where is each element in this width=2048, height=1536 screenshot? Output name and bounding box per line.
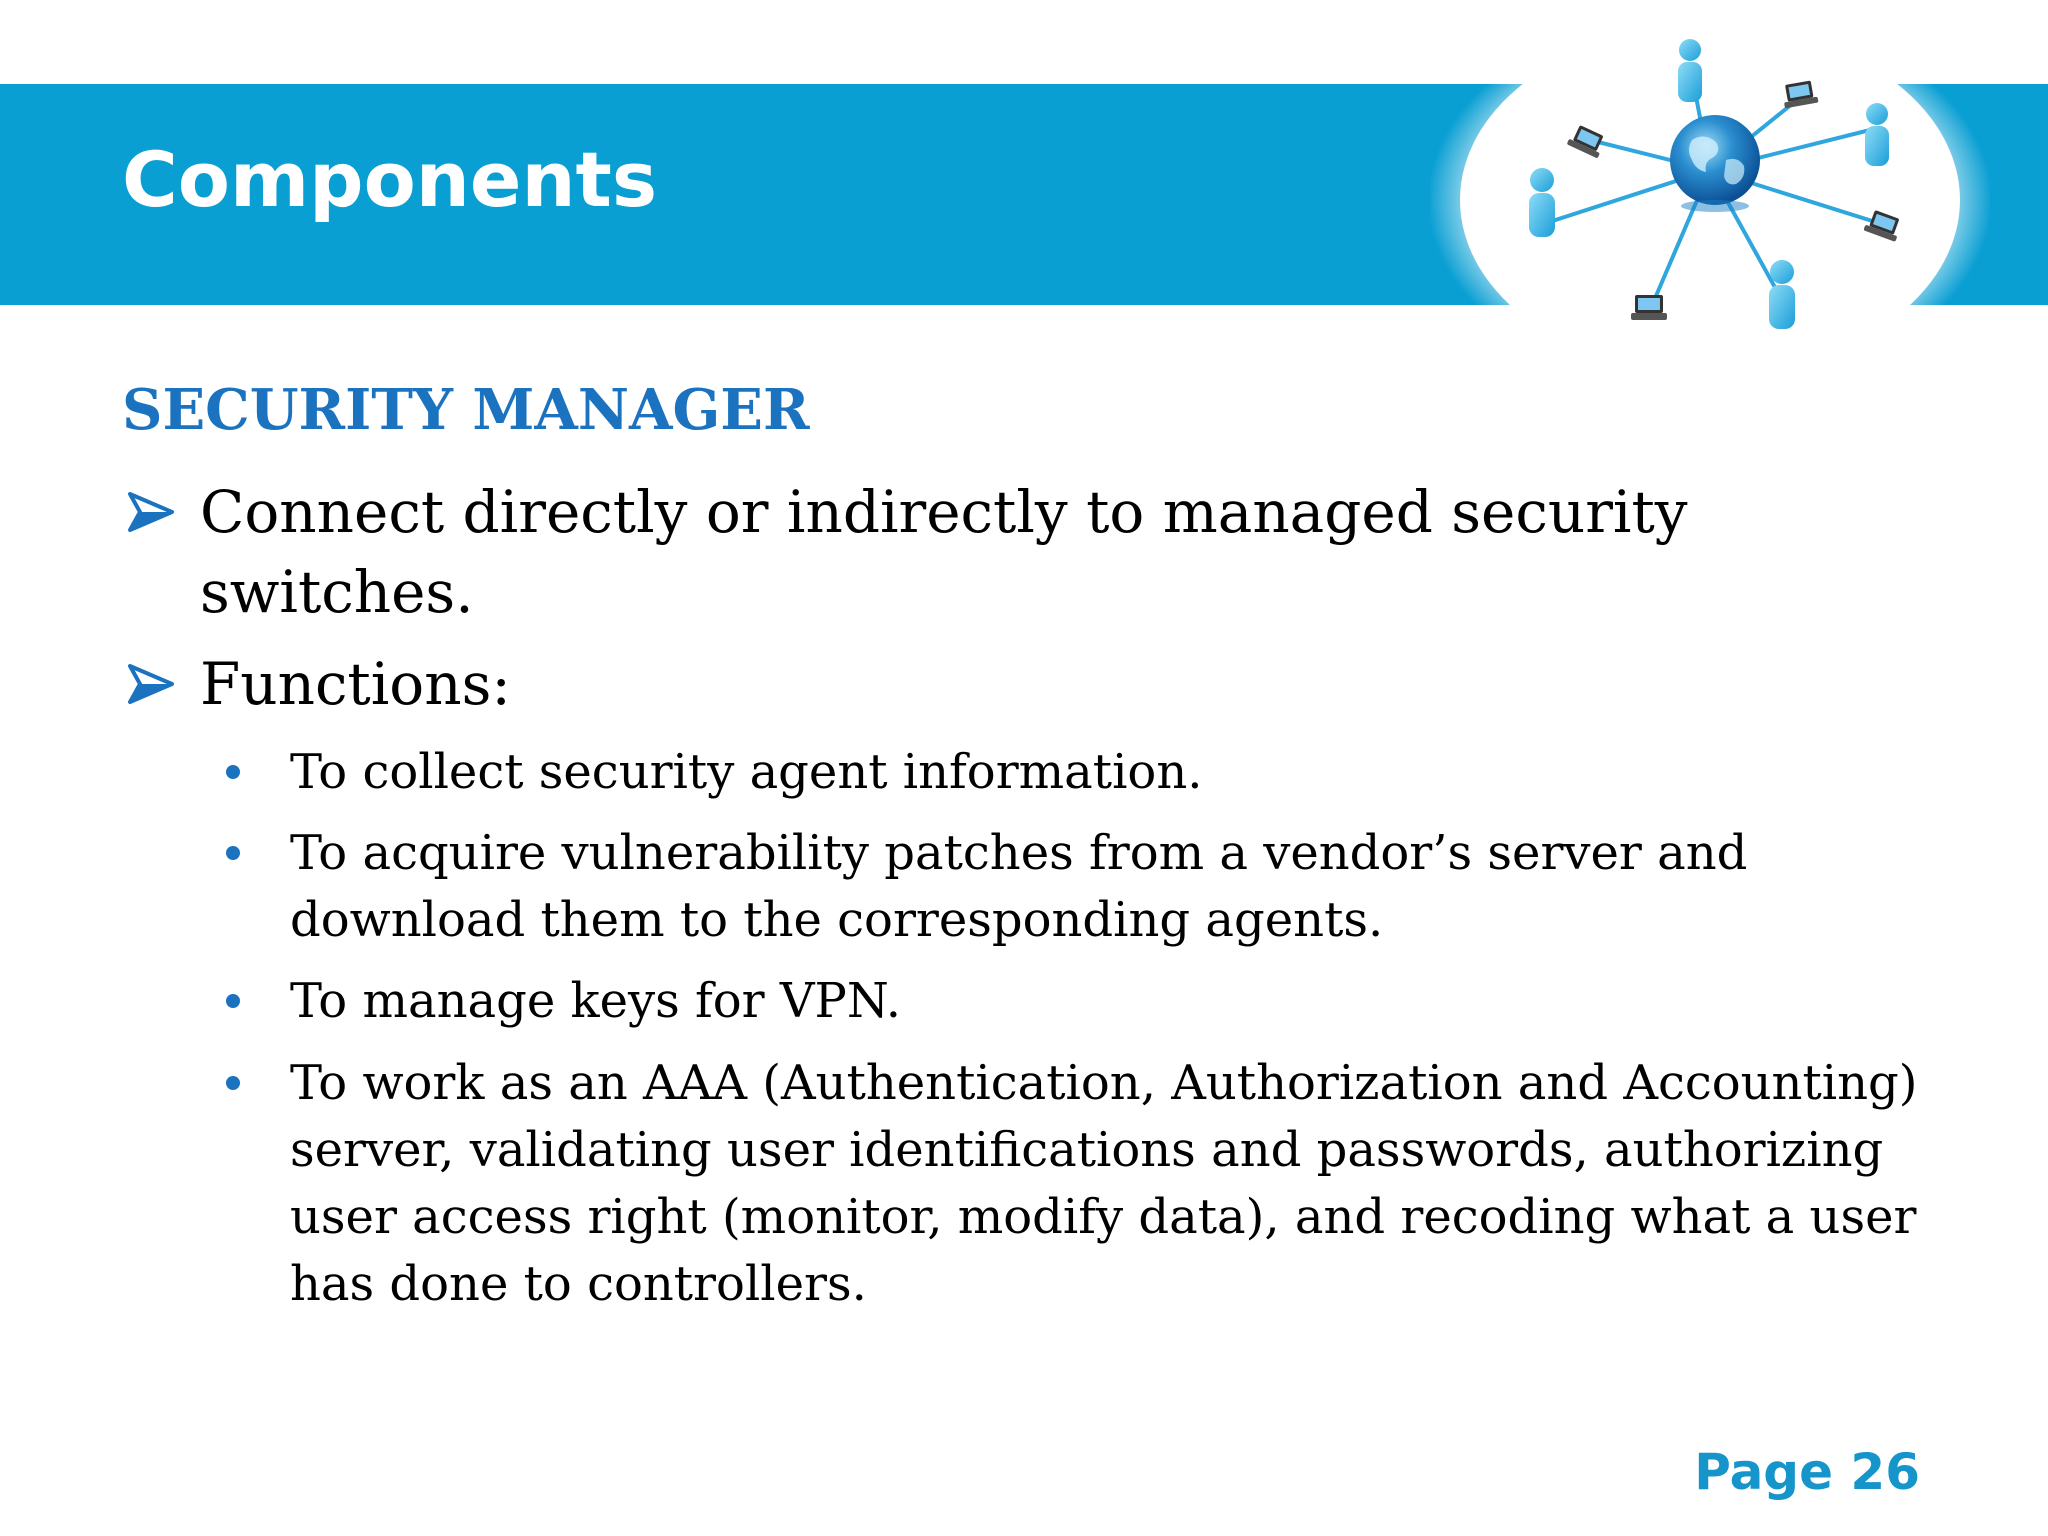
dot-bullet-icon	[226, 994, 240, 1008]
sub-bullet-text: To acquire vulnerability patches from a vendor’s server and download them to the corresponding agents.	[290, 825, 1748, 948]
arrow-bullet-icon	[128, 492, 174, 532]
globe-network-icon	[1430, 10, 1990, 390]
sub-bullet-item	[222, 1050, 1942, 1318]
bullet-text: Connect directly or indirectly to managed security switches.	[200, 478, 1688, 626]
bullet-text: Functions:	[200, 650, 511, 718]
slide-title: Components	[122, 135, 658, 224]
section-heading: SECURITY MANAGER	[122, 377, 810, 443]
dot-bullet-icon	[226, 1076, 240, 1090]
dot-bullet-icon	[226, 765, 240, 779]
sub-bullet-text: To work as an AAA (Authentication, Authorization and Accounting) server, validating user identifications and passwords, authorizing user access right (monitor, modify data), and recoding what a user has done to controllers.	[290, 1055, 1918, 1312]
sub-bullet-item	[222, 739, 1942, 806]
sub-bullet-item	[222, 968, 1942, 1035]
sub-bullet-text: To manage keys for VPN.	[290, 973, 902, 1029]
sub-bullet-text: To collect security agent information.	[290, 744, 1203, 800]
bullet-item	[122, 472, 1722, 632]
sub-bullet-item	[222, 820, 1942, 954]
bullet-item	[122, 644, 1722, 724]
arrow-bullet-icon	[128, 664, 174, 704]
page-number: Page 26	[1694, 1443, 1920, 1501]
dot-bullet-icon	[226, 846, 240, 860]
